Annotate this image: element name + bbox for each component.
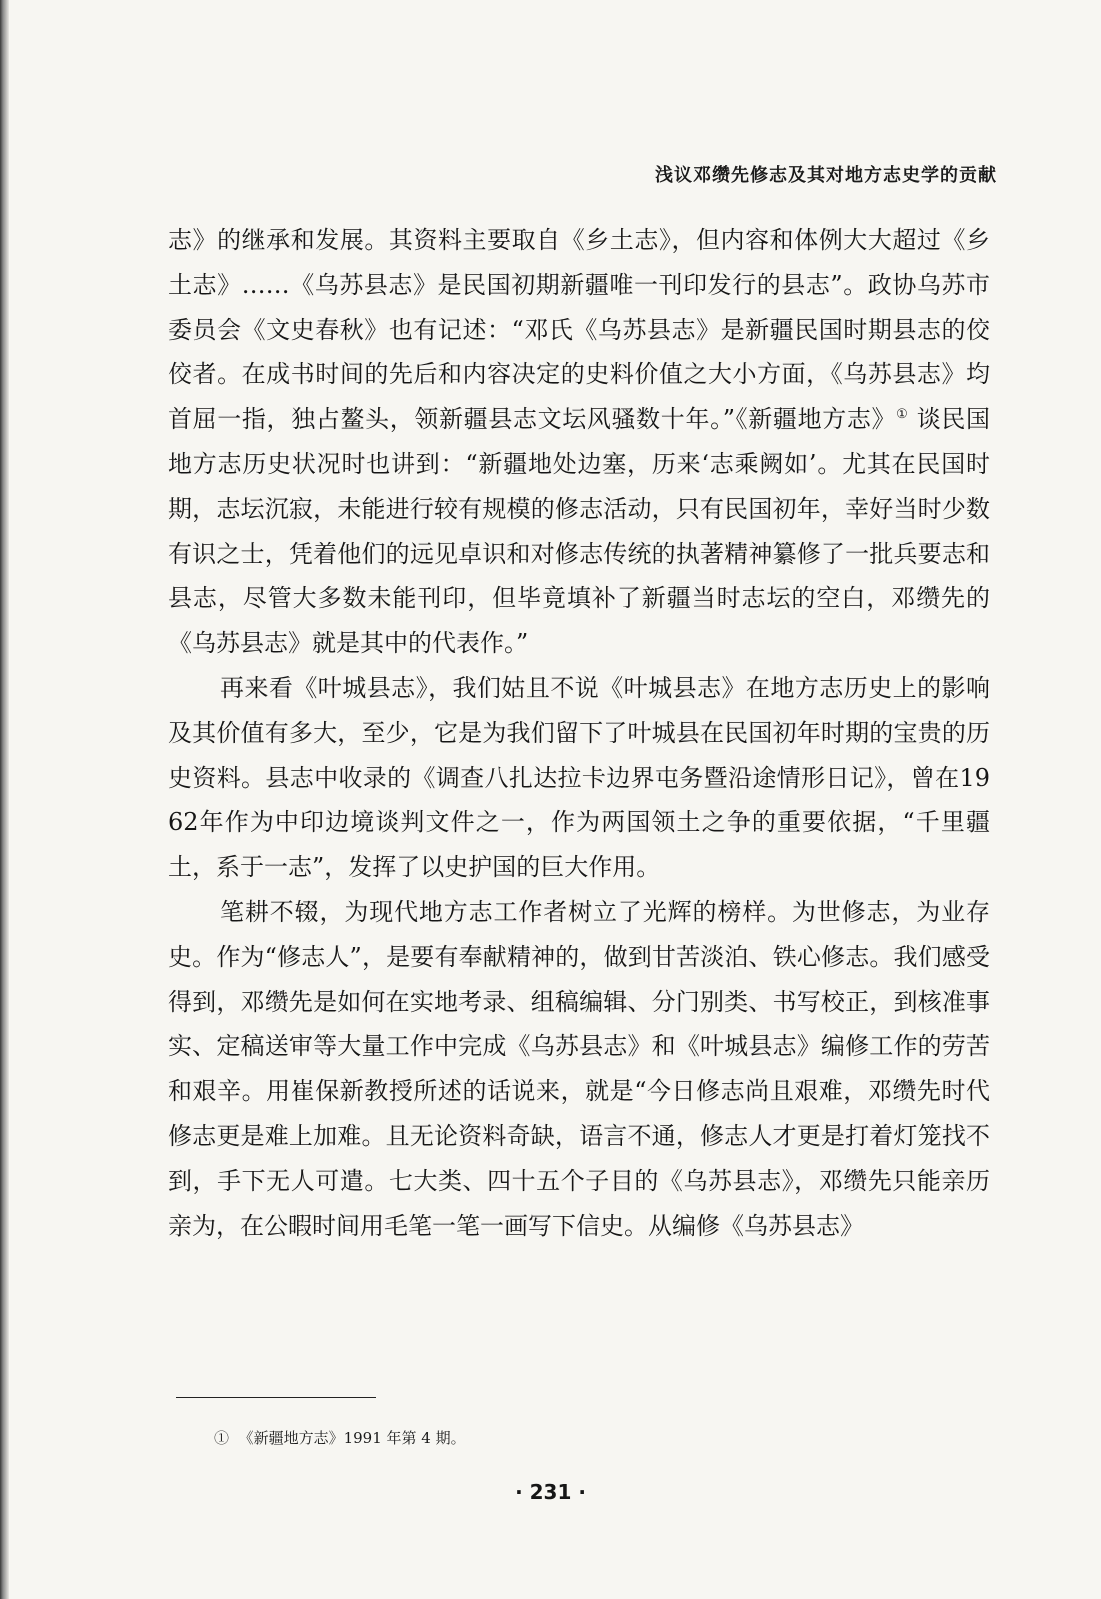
footnote bbox=[214, 1427, 466, 1448]
footnote-marker: ① bbox=[214, 1429, 230, 1447]
paragraph-3: 笔耕不辍，为现代地方志工作者树立了光辉的榜样。为世修志，为业存史。作为“修志人”，是要有奉献精神的，做到甘苦淡泊、铁心修志。我们感受得到，邓缵先是如何在实地考录、组稿编辑、分门别类、书写校正，到核准事实、定稿送审等大量工作中完成《乌苏县志》和《叶城县志》编修工作的劳苦和艰辛。用崔保新教授所述的话说来，就是“今日修志尚且艰难，邓缵先时代修志更是难上加难。且无论资料奇缺，语言不通，修志人才更是打着灯笼找不到，手下无人可遣。七大类、四十五个子目的《乌苏县志》，邓缵先只能亲历亲为，在公暇时间用毛笔一笔一画写下信史。从编修《乌苏县志》 bbox=[168, 897, 990, 1240]
page-number: · 231 · bbox=[515, 1480, 586, 1504]
scan-binding-edge bbox=[0, 0, 9, 1599]
footnote-divider bbox=[176, 1397, 376, 1398]
paragraph-1 bbox=[168, 218, 990, 666]
paragraph-1-tail: 谈民国地方志历史状况时也讲到：“新疆地处边塞，历来‘志乘阙如’。尤其在民国时期，志坛沉寂，未能进行较有规模的修志活动，只有民国初年，幸好当时少数有识之士，凭着他们的远见卓识和对修志传统的执著精神纂修了一批兵要志和县志，尽管大多数未能刊印，但毕竟填补了新疆当时志坛的空白，邓缵先的《乌苏县志》就是其中的代表作。” bbox=[168, 405, 990, 658]
footnote-ref: ① bbox=[896, 407, 909, 423]
body-text bbox=[168, 218, 990, 1248]
paragraph-2: 再来看《叶城县志》，我们姑且不说《叶城县志》在地方志历史上的影响及其价值有多大，至少，它是为我们留下了叶城县在民国初年时期的宝贵的历史资料。县志中收录的《调查八扎达拉卡边界屯务暨沿途情形日记》，曾在1962年作为中印边境谈判文件之一，作为两国领土之争的重要依据，“千里疆土，系于一志”，发挥了以史护国的巨大作用。 bbox=[168, 673, 990, 882]
paragraph-1-text: 志》的继承和发展。其资料主要取自《乡土志》，但内容和体例大大超过《乡土志》……《乌苏县志》是民国初期新疆唯一刊印发行的县志”。政协乌苏市委员会《文史春秋》也有记述：“邓氏《乌苏县志》是新疆民国时期县志的佼佼者。在成书时间的先后和内容决定的史料价值之大小方面，《乌苏县志》均首屈一指，独占鳌头，领新疆县志文坛风骚数十年。”《新疆地方志》 bbox=[168, 226, 990, 434]
footnote-text: 《新疆地方志》1991 年第 4 期。 bbox=[238, 1429, 466, 1447]
running-header: 浅议邓缵先修志及其对地方志史学的贡献 bbox=[655, 165, 997, 186]
